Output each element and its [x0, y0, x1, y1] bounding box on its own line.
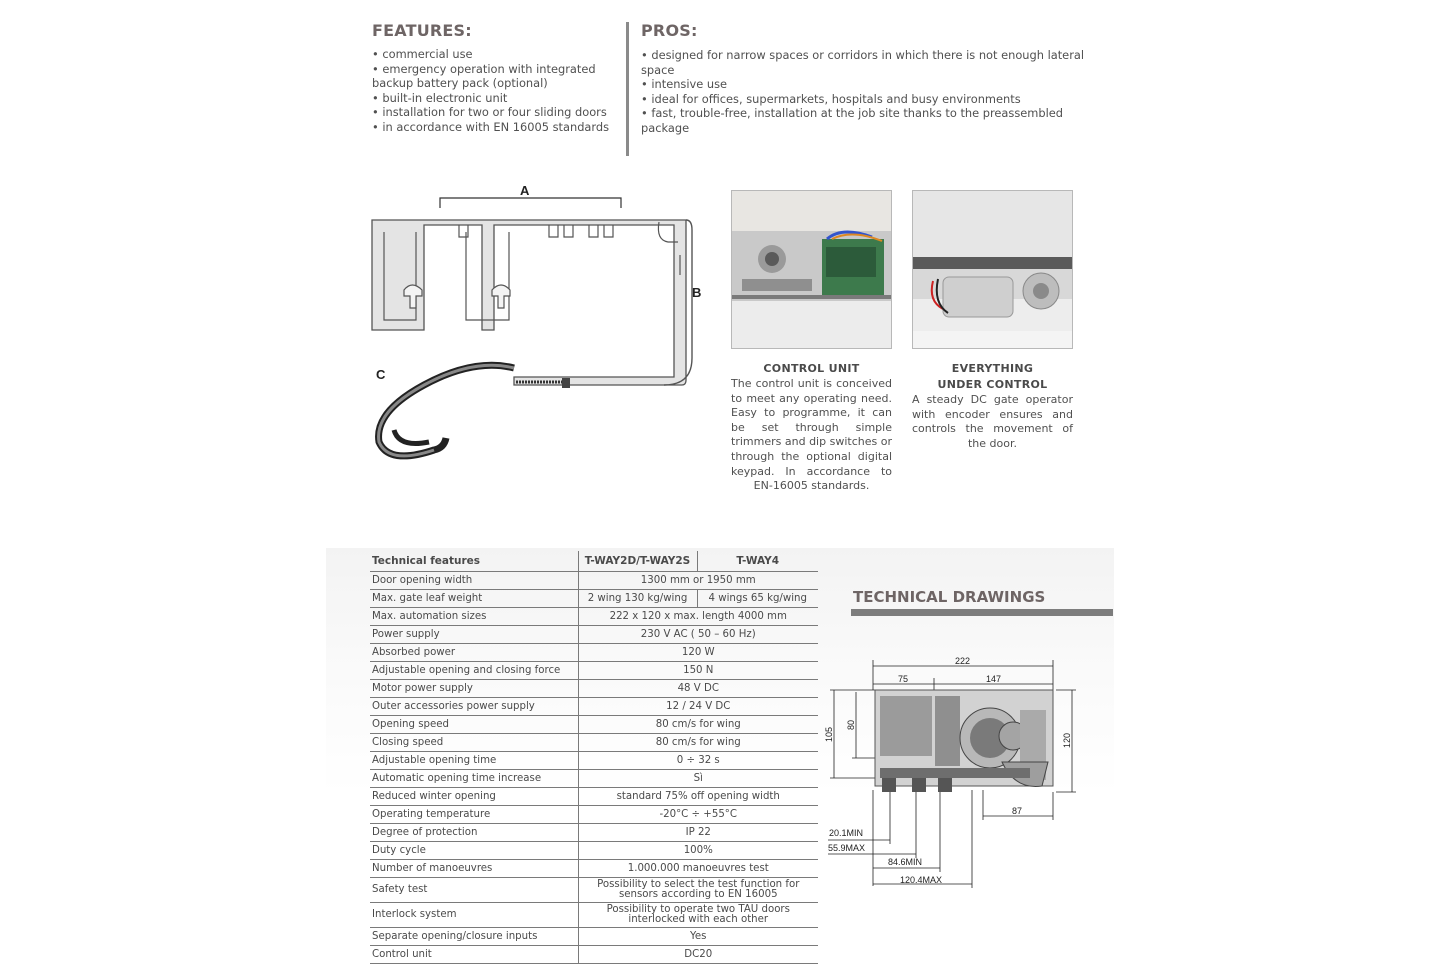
row-value: Sì: [578, 770, 818, 788]
row-value: 100%: [578, 842, 818, 860]
technical-drawing: [820, 650, 1090, 895]
row-value: 120 W: [578, 644, 818, 662]
row-value: Possibility to select the test function for sensors according to EN 16005: [578, 878, 818, 903]
features-item: • installation for two or four sliding doors: [372, 105, 607, 119]
label-b: B: [692, 285, 702, 300]
row-value: 4 wings 65 kg/wing: [697, 590, 818, 608]
everything-title-line2: UNDER CONTROL: [937, 378, 1048, 391]
row-label: Absorbed power: [370, 644, 578, 662]
pros-item: • ideal for offices, supermarkets, hospitals and busy environments: [641, 91, 1021, 106]
row-value: 1.000.000 manoeuvres test: [578, 860, 818, 878]
table-row: [370, 842, 818, 860]
features-heading: FEATURES:: [372, 21, 472, 40]
row-value: 48 V DC: [578, 680, 818, 698]
control-unit-title: CONTROL UNIT: [763, 362, 860, 375]
table-row: [370, 806, 818, 824]
row-value: 80 cm/s for wing: [578, 716, 818, 734]
row-value: Possibility to operate two TAU doors interlocked with each other: [578, 903, 818, 928]
label-a: A: [520, 183, 530, 198]
table-row: [370, 572, 818, 590]
dim-55-9-max: 55.9MAX: [828, 843, 866, 853]
pros-item: • fast, trouble-free, installation at the job site thanks to the preassembled package: [641, 106, 1064, 135]
row-value: 150 N: [578, 662, 818, 680]
row-value: 1300 mm or 1950 mm: [578, 572, 818, 590]
table-row: [370, 680, 818, 698]
table-header-row: [370, 551, 818, 572]
section-divider: [626, 22, 629, 156]
features-item: • commercial use: [372, 47, 473, 61]
dim-75: 75: [898, 674, 909, 684]
row-value: 80 cm/s for wing: [578, 734, 818, 752]
toothed-belt: [379, 365, 514, 456]
header-label: Technical features: [370, 551, 578, 572]
row-label: Power supply: [370, 626, 578, 644]
table-row: [370, 626, 818, 644]
table-row: [370, 824, 818, 842]
pros-item: • designed for narrow spaces or corridors in which there is not enough lateral space: [641, 48, 1085, 77]
pros-item: • intensive use: [641, 77, 728, 91]
dim-84-6-min: 84.6MIN: [888, 857, 923, 867]
row-label: Adjustable opening and closing force: [370, 662, 578, 680]
features-item: • built-in electronic unit: [372, 90, 508, 105]
row-label: Adjustable opening time: [370, 752, 578, 770]
row-label: Control unit: [370, 946, 578, 964]
table-row: [370, 608, 818, 626]
row-label: Duty cycle: [370, 842, 578, 860]
row-label: Separate opening/closure inputs: [370, 928, 578, 946]
table-row: [370, 946, 818, 964]
row-label: Automatic opening time increase: [370, 770, 578, 788]
table-row: [370, 928, 818, 946]
table-row: [370, 860, 818, 878]
drawings-title-bar: [851, 609, 1113, 616]
pros-heading: PROS:: [641, 21, 698, 40]
row-value: Yes: [578, 928, 818, 946]
everything-text: A steady DC gate operator with encoder ensures and controls the movement of the door.: [912, 393, 1073, 450]
table-row: [370, 698, 818, 716]
profile-body: [372, 220, 686, 385]
row-label: Safety test: [370, 878, 578, 903]
features-item: • in accordance with EN 16005 standards: [372, 119, 610, 134]
table-row: [370, 770, 818, 788]
row-value: 230 V AC ( 50 – 60 Hz): [578, 626, 818, 644]
features-item: • emergency operation with integrated backup battery pack (optional): [372, 61, 596, 90]
row-value: -20°C ÷ +55°C: [578, 806, 818, 824]
control-unit-text: The control unit is conceived to meet any operating need. Easy to programme, it can be set through simple trimmers and dip switches or through the optional digital keypad. In accordance to EN-16005 standards.: [731, 377, 892, 493]
row-label: Max. gate leaf weight: [370, 590, 578, 608]
row-label: Opening speed: [370, 716, 578, 734]
table-row: [370, 903, 818, 928]
operator-cross-section: [875, 690, 1053, 792]
table-row: [370, 716, 818, 734]
label-c: C: [376, 367, 386, 382]
row-label: Max. automation sizes: [370, 608, 578, 626]
control-unit-photo: [731, 190, 892, 349]
row-value: 2 wing 130 kg/wing: [578, 590, 697, 608]
dim-147: 147: [986, 674, 1002, 684]
row-label: Interlock system: [370, 903, 578, 928]
table-row: [370, 752, 818, 770]
dimension-bracket-a: [440, 198, 621, 208]
table-row: [370, 590, 818, 608]
dim-105: 105: [824, 726, 834, 742]
pros-list: [641, 48, 1086, 135]
table-row: [370, 734, 818, 752]
row-value: 222 x 120 x max. length 4000 mm: [578, 608, 818, 626]
row-label: Degree of protection: [370, 824, 578, 842]
technical-drawings-title: TECHNICAL DRAWINGS: [853, 588, 1046, 606]
technical-features-table: [370, 551, 818, 964]
row-label: Operating temperature: [370, 806, 578, 824]
table-row: [370, 644, 818, 662]
row-value: standard 75% off opening width: [578, 788, 818, 806]
dim-222: 222: [955, 656, 971, 666]
row-label: Door opening width: [370, 572, 578, 590]
dim-120: 120: [1062, 732, 1072, 748]
features-list: [372, 47, 612, 134]
row-label: Number of manoeuvres: [370, 860, 578, 878]
row-value: DC20: [578, 946, 818, 964]
row-value: 0 ÷ 32 s: [578, 752, 818, 770]
row-label: Reduced winter opening: [370, 788, 578, 806]
everything-title-line1: EVERYTHING: [951, 362, 1034, 375]
dim-120-4-max: 120.4MAX: [900, 875, 943, 885]
table-row: [370, 662, 818, 680]
header-col2: T-WAY4: [697, 551, 818, 572]
row-label: Closing speed: [370, 734, 578, 752]
everything-title: [912, 361, 1073, 393]
table-row: [370, 788, 818, 806]
dim-80: 80: [846, 719, 856, 730]
row-label: Motor power supply: [370, 680, 578, 698]
row-value: IP 22: [578, 824, 818, 842]
motor-photo: [912, 190, 1073, 349]
table-row: [370, 878, 818, 903]
aluminium-profile-diagram: [364, 180, 714, 470]
dim-87: 87: [1012, 806, 1023, 816]
dim-20-1-min: 20.1MIN: [829, 828, 864, 838]
row-value: 12 / 24 V DC: [578, 698, 818, 716]
header-col1: T-WAY2D/T-WAY2S: [578, 551, 697, 572]
row-label: Outer accessories power supply: [370, 698, 578, 716]
